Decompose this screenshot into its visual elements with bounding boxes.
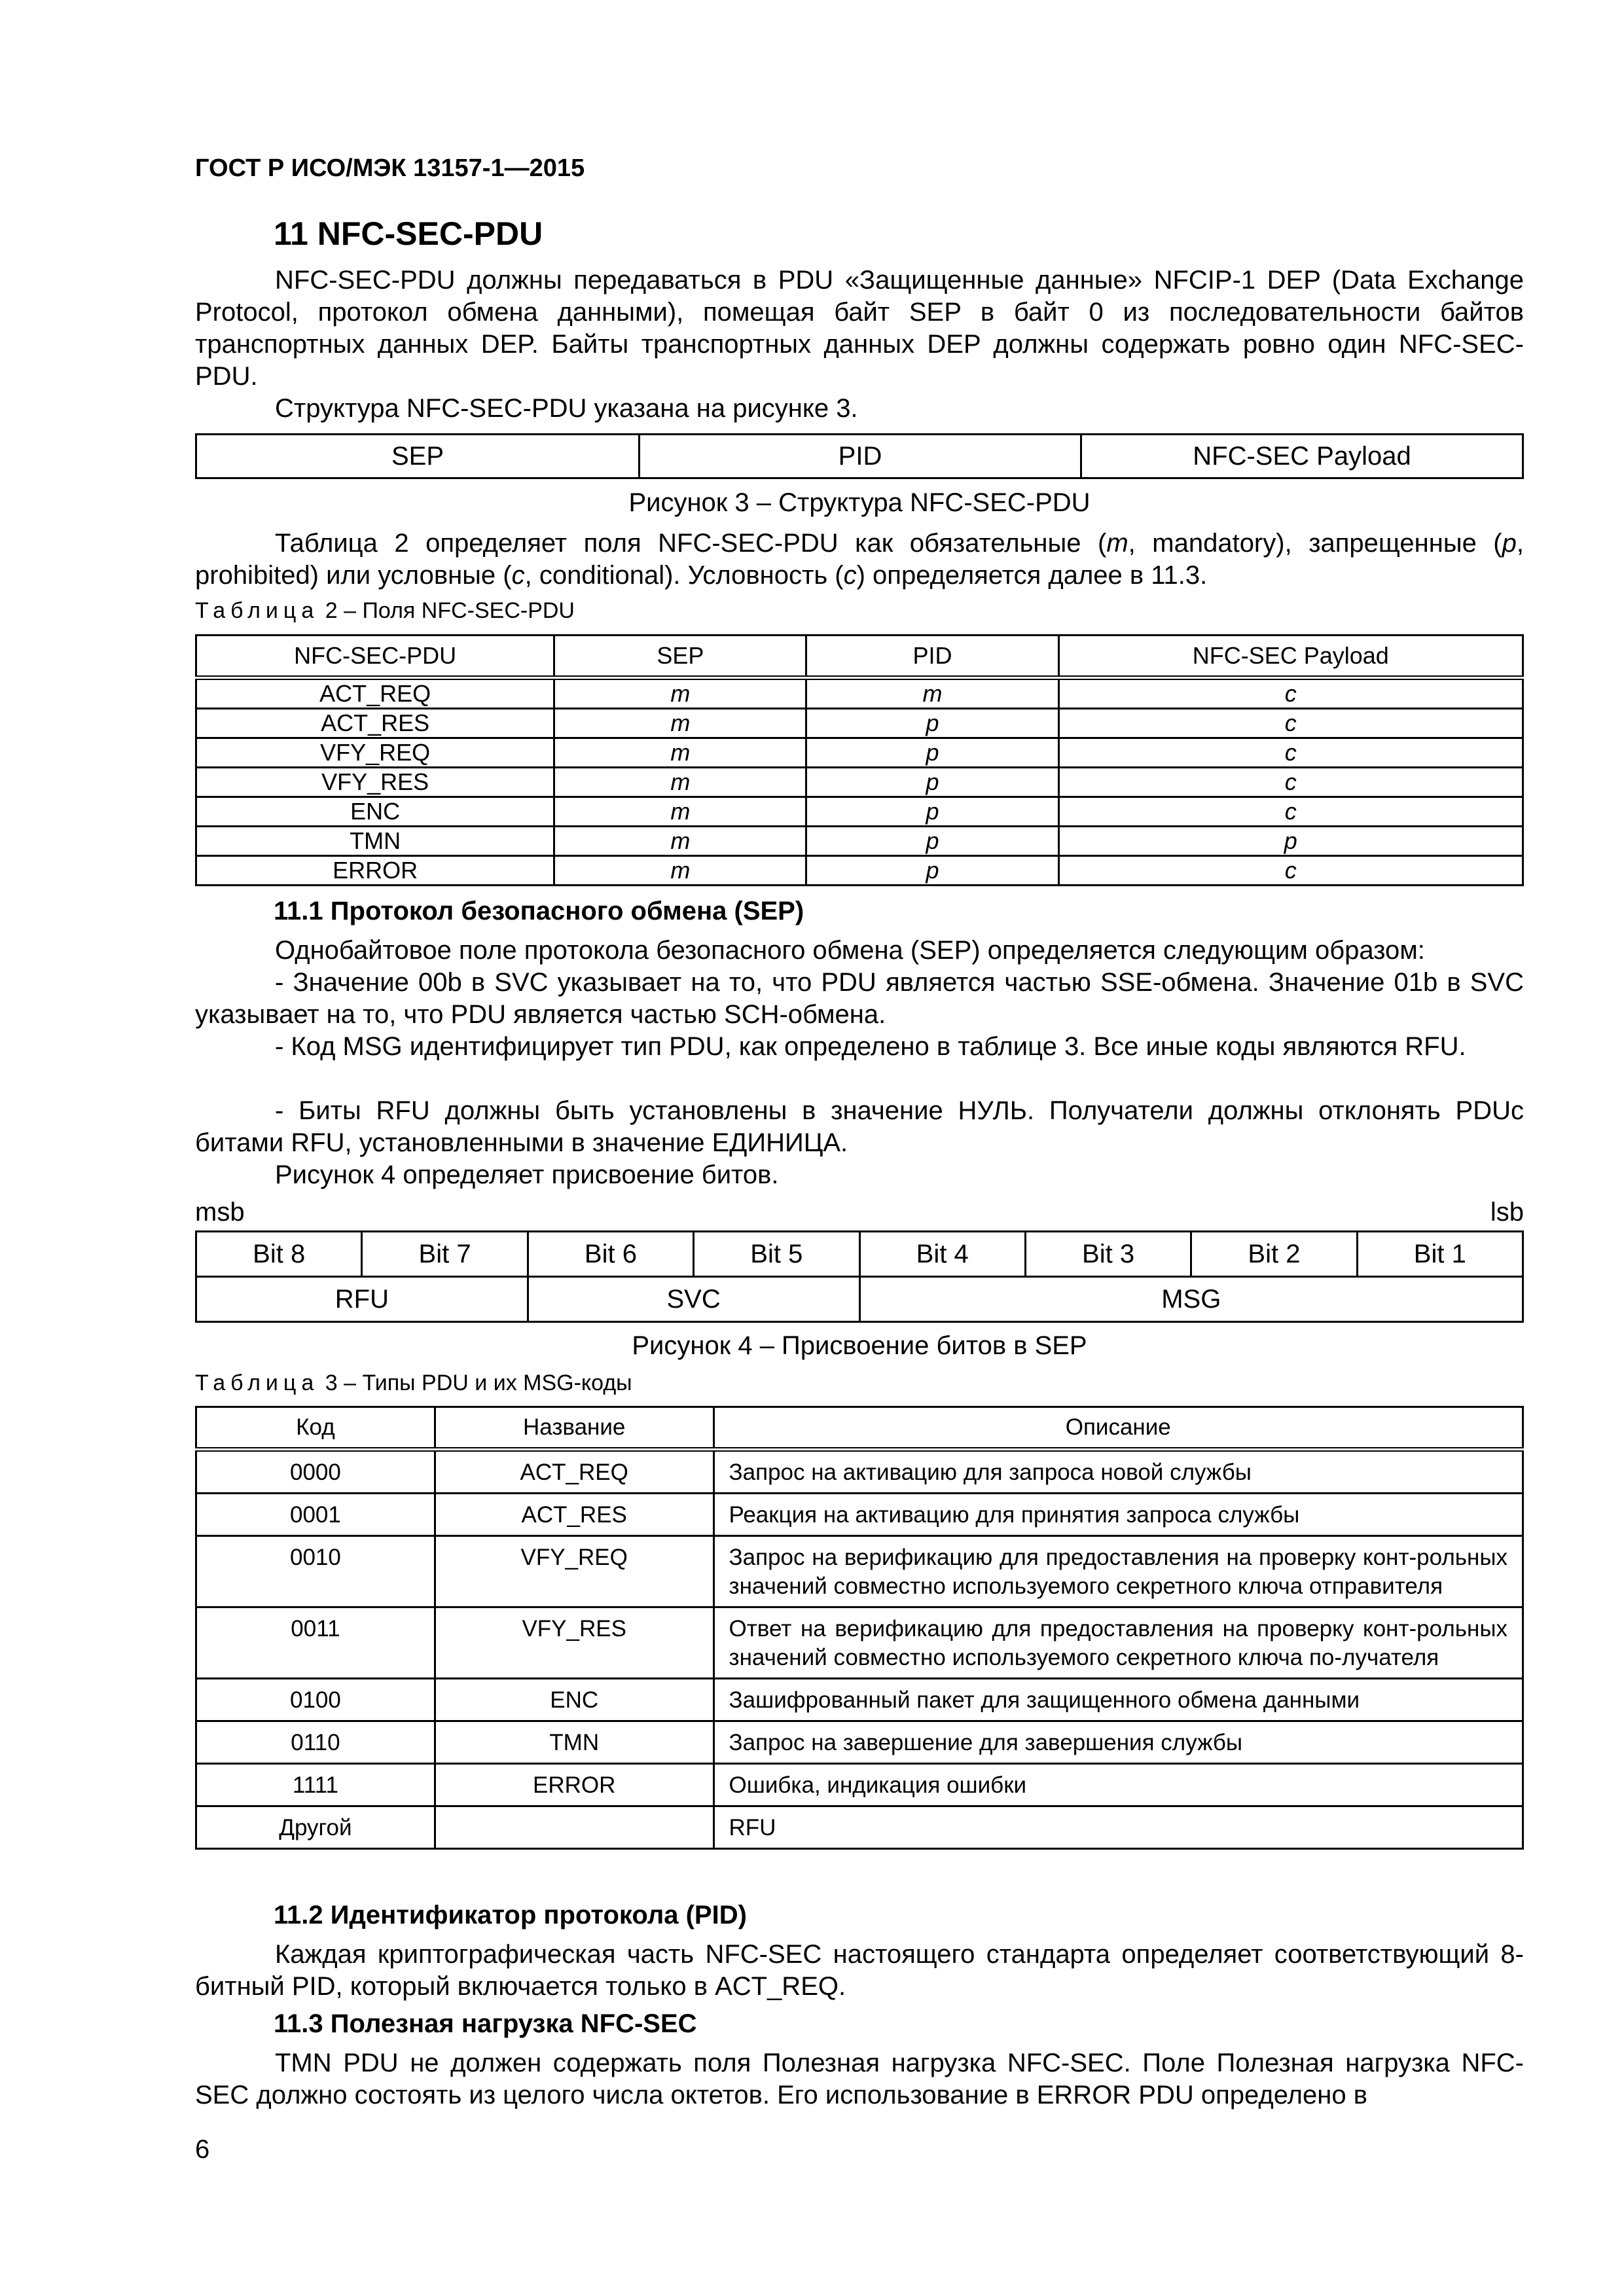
field-svc: SVC xyxy=(528,1277,859,1322)
table2-intro-paragraph: Таблица 2 определяет поля NFC-SEC-PDU как обязательные (m, mandatory), запрещенные (p, prohibited) или условные (c, conditional). Условность (c) определяется далее в 11.3. xyxy=(195,529,1525,590)
fig3-cell-payload: NFC-SEC Payload xyxy=(1081,435,1523,478)
figure-3-structure xyxy=(195,433,1524,479)
field-rfu: RFU xyxy=(196,1277,528,1322)
table-row: VFY_RES m p c xyxy=(196,768,1523,797)
field-msg: MSG xyxy=(859,1277,1523,1322)
intro-paragraph: NFC-SEC-PDU должны передаваться в PDU «Защищенные данные» NFCIP-1 DEP (Data Exchange Protocol, протокол обмена данными), помещая байт SEP в байт 0 из последовательности байтов транспортных данных DEP. Байты транспортных данных DEP должны содержать ровно один NFC-SEC-PDU. xyxy=(195,266,1524,391)
section-11-1-paragraph-1: Однобайтовое поле протокола безопасного обмена (SEP) определяется следующим образом: xyxy=(275,936,1425,965)
table-row: 1111 ERROR Ошибка, индикация ошибки xyxy=(196,1764,1523,1806)
figure-3-caption: Рисунок 3 – Структура NFC-SEC-PDU xyxy=(628,488,1091,517)
table-row: VFY_REQ m p c xyxy=(196,738,1523,768)
msb-label: msb xyxy=(195,1198,245,1227)
table-2 xyxy=(195,634,1524,886)
column-header: NFC-SEC-PDU xyxy=(196,636,554,678)
table-row: 0001 ACT_RES Реакция на активацию для принятия запроса службы xyxy=(196,1494,1523,1536)
section-11-2-paragraph: Каждая криптографическая часть NFC-SEC настоящего стандарта определяет соответствующий 8-битный PID, который включается только в ACT_REQ. xyxy=(195,1940,1524,2001)
column-header: Название xyxy=(435,1407,713,1450)
structure-line: Структура NFC-SEC-PDU указана на рисунке 3. xyxy=(275,394,858,423)
table-row: 0010 VFY_REQ Запрос на верификацию для предоставления на проверку конт-рольных значений совместно используемого секретного ключа отправителя xyxy=(196,1536,1523,1607)
table-row: ACT_RES m p c xyxy=(196,709,1523,738)
table-row: 0110 TMN Запрос на завершение для завершения службы xyxy=(196,1721,1523,1764)
column-header: Код xyxy=(196,1407,435,1450)
section-11-1-paragraph-4: - Биты RFU должны быть установлены в значение НУЛЬ. Получатели должны отклонять PDUc битами RFU, установленными в значение ЕДИНИЦА. xyxy=(195,1096,1524,1157)
table-row: ACT_REQ m m c xyxy=(196,678,1523,709)
bit-cell: Bit 2 xyxy=(1191,1232,1357,1277)
table-2-title: Таблица 2 – Поля NFC-SEC-PDU xyxy=(195,598,575,623)
bit-number-row xyxy=(196,1232,1523,1277)
column-header: PID xyxy=(806,636,1058,678)
section-11-2-title: 11.2 Идентификатор протокола (PID) xyxy=(274,1901,747,1929)
table-header-row xyxy=(196,1407,1523,1450)
table-row: 0011 VFY_RES Ответ на верификацию для предоставления на проверку конт-рольных значений совместно используемого секретного ключа по-лучателя xyxy=(196,1607,1523,1679)
figure-4-bit-assignment xyxy=(195,1230,1524,1323)
bit-cell: Bit 4 xyxy=(859,1232,1025,1277)
table-row: 0000 ACT_REQ Запрос на активацию для запроса новой службы xyxy=(196,1450,1523,1494)
bit-cell: Bit 7 xyxy=(362,1232,528,1277)
table-row: Другой RFU xyxy=(196,1806,1523,1849)
table-header-row xyxy=(196,636,1523,678)
lsb-label: lsb xyxy=(1490,1198,1524,1227)
section-11-1-paragraph-2: - Значение 00b в SVC указывает на то, что PDU является частью SSE-обмена. Значение 01b в SVC указывает на то, что PDU является частью SCH-обмена. xyxy=(195,968,1524,1029)
table-row: 0100 ENC Зашифрованный пакет для защищенного обмена данными xyxy=(196,1679,1523,1721)
bit-cell: Bit 3 xyxy=(1025,1232,1191,1277)
section-11-3-paragraph: TMN PDU не должен содержать поля Полезная нагрузка NFC-SEC. Поле Полезная нагрузка NFC-SEC должно состоять из целого числа октетов. Его использование в ERROR PDU определено в xyxy=(195,2049,1524,2109)
table-3 xyxy=(195,1406,1524,1850)
fig3-cell-pid: PID xyxy=(640,435,1081,478)
bit-cell: Bit 1 xyxy=(1357,1232,1523,1277)
table-row: ENC m p c xyxy=(196,797,1523,827)
section-title: 11 NFC-SEC-PDU xyxy=(274,215,543,252)
table-row: ERROR m p c xyxy=(196,856,1523,886)
section-11-1-title: 11.1 Протокол безопасного обмена (SEP) xyxy=(274,897,804,925)
bit-field-row xyxy=(196,1277,1523,1322)
document-header: ГОСТ Р ИСО/МЭК 13157-1—2015 xyxy=(195,154,585,182)
page-number: 6 xyxy=(195,2135,210,2164)
table-3-title: Таблица 3 – Типы PDU и их MSG-коды xyxy=(195,1371,632,1395)
fig3-cell-sep: SEP xyxy=(196,435,640,478)
bit-cell: Bit 5 xyxy=(694,1232,859,1277)
column-header: Описание xyxy=(713,1407,1523,1450)
section-11-1-paragraph-3: - Код MSG идентифицирует тип PDU, как определено в таблице 3. Все иные коды являются RFU. xyxy=(275,1032,1466,1061)
bit-cell: Bit 6 xyxy=(528,1232,693,1277)
section-11-1-paragraph-5: Рисунок 4 определяет присвоение битов. xyxy=(275,1160,779,1189)
figure-4-caption: Рисунок 4 – Присвоение битов в SEP xyxy=(632,1331,1087,1360)
table-row: TMN m p p xyxy=(196,827,1523,856)
column-header: NFC-SEC Payload xyxy=(1058,636,1523,678)
bit-cell: Bit 8 xyxy=(196,1232,362,1277)
section-11-3-title: 11.3 Полезная нагрузка NFC-SEC xyxy=(274,2009,697,2038)
column-header: SEP xyxy=(554,636,806,678)
